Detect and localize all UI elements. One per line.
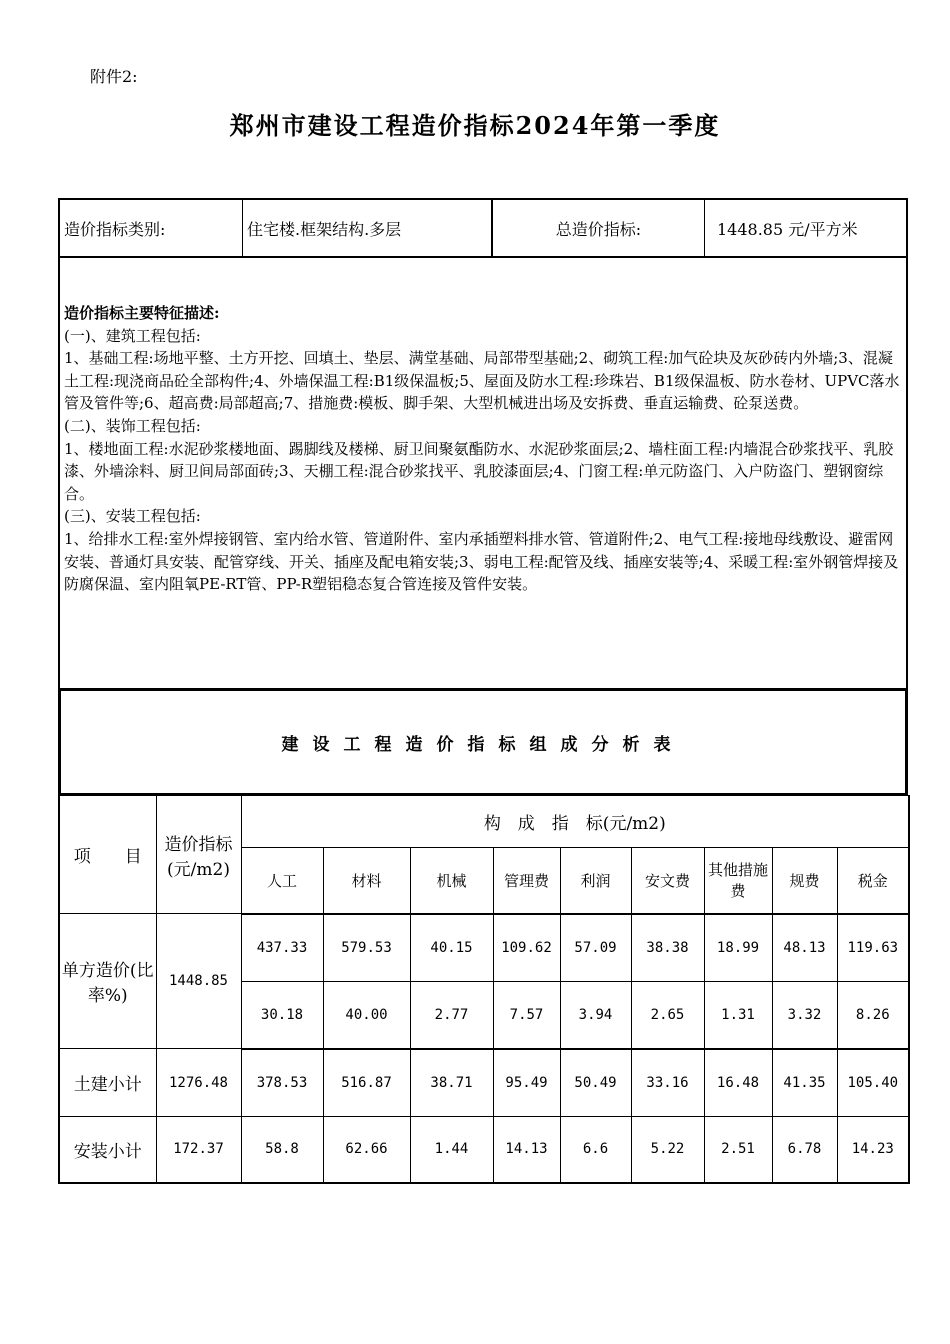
page-title: 郑州市建设工程造价指标2024年第一季度 <box>229 111 721 140</box>
unit-value: 57.09 <box>560 914 631 982</box>
unit-total: 1448.85 <box>156 914 241 1049</box>
category-label: 造价指标类别: <box>60 200 243 256</box>
col-header: 人工 <box>241 848 323 914</box>
unit-ratio: 3.94 <box>560 982 631 1049</box>
unit-value: 437.33 <box>241 914 323 982</box>
install-value: 2.51 <box>704 1117 772 1183</box>
description-line: (二)、装饰工程包括: <box>64 416 201 435</box>
unit-ratio: 3.32 <box>772 982 837 1049</box>
unit-value: 48.13 <box>772 914 837 982</box>
total-label: 总造价指标: <box>493 200 705 256</box>
row-label-unit: 单方造价(比率%) <box>59 914 156 1049</box>
col-header: 管理费 <box>493 848 560 914</box>
unit-value: 38.38 <box>631 914 704 982</box>
row-label-civil: 土建小计 <box>59 1049 156 1117</box>
install-value: 14.23 <box>837 1117 909 1183</box>
header-composition: 构 成 指 标(元/m2) <box>241 796 909 848</box>
unit-value: 579.53 <box>323 914 410 982</box>
install-value: 1.44 <box>410 1117 493 1183</box>
install-value: 14.13 <box>493 1117 560 1183</box>
unit-ratio: 1.31 <box>704 982 772 1049</box>
attachment-label: 附件2: <box>90 67 138 86</box>
category-value: 住宅楼.框架结构.多层 <box>243 200 493 256</box>
info-table <box>58 198 908 258</box>
install-value: 62.66 <box>323 1117 410 1183</box>
col-header: 安文费 <box>631 848 704 914</box>
header-cost-index: 造价指标(元/m2) <box>156 796 241 914</box>
unit-value: 18.99 <box>704 914 772 982</box>
col-header: 机械 <box>410 848 493 914</box>
description-heading: 造价指标主要特征描述: <box>64 304 220 322</box>
unit-value: 119.63 <box>837 914 909 982</box>
install-value: 5.22 <box>631 1117 704 1183</box>
unit-value: 109.62 <box>493 914 560 982</box>
install-value: 58.8 <box>241 1117 323 1183</box>
header-item: 项 目 <box>59 796 156 914</box>
col-header: 材料 <box>323 848 410 914</box>
civil-value: 378.53 <box>241 1049 323 1117</box>
unit-value: 40.15 <box>410 914 493 982</box>
unit-ratio: 7.57 <box>493 982 560 1049</box>
unit-ratio: 2.65 <box>631 982 704 1049</box>
civil-value: 16.48 <box>704 1049 772 1117</box>
col-header: 其他措施费 <box>704 848 772 914</box>
cost-analysis-table <box>58 795 910 1184</box>
description-line: 1、楼地面工程:水泥砂浆楼地面、踢脚线及楼梯、厨卫间聚氨酯防水、水泥砂浆面层;2、墙柱面工程:内墙混合砂浆找平、乳胶漆、外墙涂料、厨卫间局部面砖;3、天棚工程:混合砂浆找平、乳胶漆面层;4、门窗工程:单元防盗门、入户防盗门、塑钢窗综合。 <box>64 439 894 503</box>
description-line: (三)、安装工程包括: <box>64 507 201 526</box>
civil-total: 1276.48 <box>156 1049 241 1117</box>
unit-ratio: 2.77 <box>410 982 493 1049</box>
analysis-table-title: 建设工程造价指标组成分析表 <box>58 688 908 796</box>
unit-ratio: 30.18 <box>241 982 323 1049</box>
install-value: 6.6 <box>560 1117 631 1183</box>
unit-ratio: 40.00 <box>323 982 410 1049</box>
civil-value: 50.49 <box>560 1049 631 1117</box>
civil-value: 38.71 <box>410 1049 493 1117</box>
civil-value: 516.87 <box>323 1049 410 1117</box>
col-header: 税金 <box>837 848 909 914</box>
civil-value: 105.40 <box>837 1049 909 1117</box>
col-header: 利润 <box>560 848 631 914</box>
row-label-install: 安装小计 <box>59 1117 156 1183</box>
total-value: 1448.85 元/平方米 <box>717 219 858 239</box>
feature-description <box>58 258 908 690</box>
civil-value: 33.16 <box>631 1049 704 1117</box>
civil-value: 41.35 <box>772 1049 837 1117</box>
civil-value: 95.49 <box>493 1049 560 1117</box>
col-header: 规费 <box>772 848 837 914</box>
install-total: 172.37 <box>156 1117 241 1183</box>
description-line: 1、基础工程:场地平整、土方开挖、回填土、垫层、满堂基础、局部带型基础;2、砌筑工程:加气砼块及灰砂砖内外墙;3、混凝土工程:现浇商品砼全部构件;4、外墙保温工程:B1级保温板;5、屋面及防水工程:珍珠岩、B1级保温板、防水卷材、UPVC落水管及管件等;6、超高费:局部超高;7、措施费:模板、脚手架、大型机械进出场及安拆费、垂直运输费、砼泵送费。 <box>64 349 900 413</box>
description-line: 1、给排水工程:室外焊接钢管、室内给水管、管道附件、室内承插塑料排水管、管道附件;2、电气工程:接地母线敷设、避雷网安装、普通灯具安装、配管穿线、开关、插座及配电箱安装;3、弱电工程:配管及线、插座安装等;4、采暖工程:室外钢管焊接及防腐保温、室内阻氧PE-RT管、PP-R塑铝稳态复合管连接及管件安装。 <box>64 529 899 594</box>
description-line: (一)、建筑工程包括: <box>64 326 201 345</box>
unit-ratio: 8.26 <box>837 982 909 1049</box>
install-value: 6.78 <box>772 1117 837 1183</box>
